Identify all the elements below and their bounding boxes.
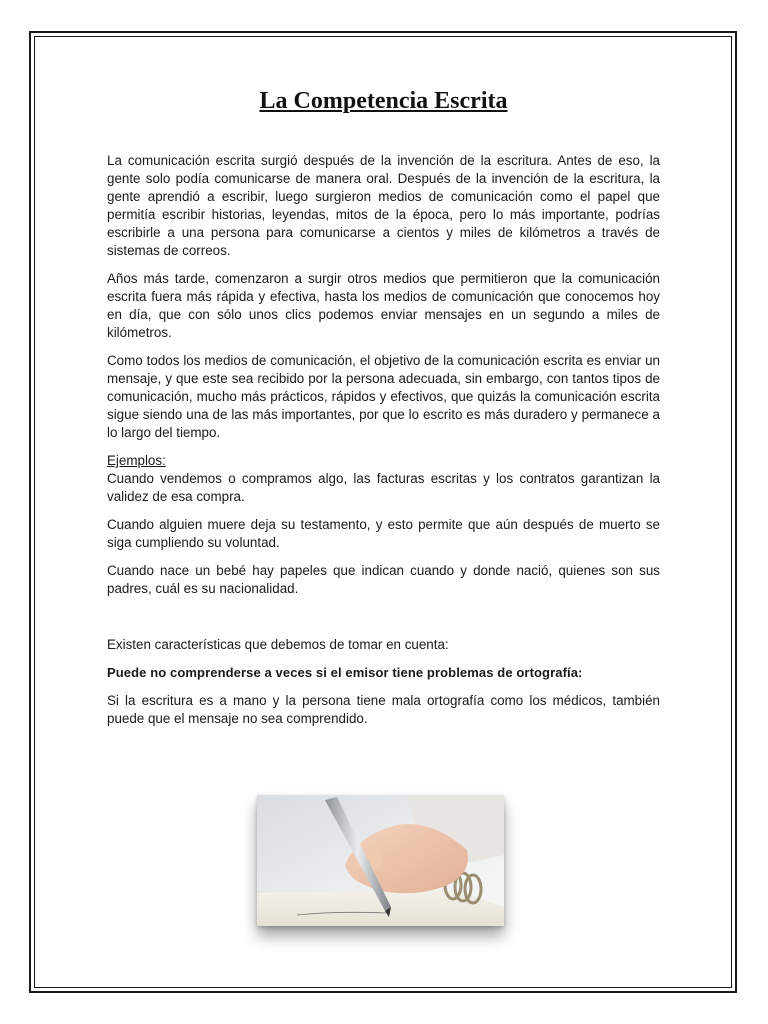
example-3: Cuando nace un bebé hay papeles que indican cuando y donde nació, quienes son sus padres, cuál es su nacionalidad. — [107, 563, 660, 596]
characteristic-heading: Puede no comprenderse a veces si el emisor tiene problemas de ortografía: — [107, 665, 583, 680]
hand-writing-icon — [257, 795, 504, 926]
examples-section — [107, 452, 660, 506]
paragraph-3: Como todos los medios de comunicación, el objetivo de la comunicación escrita es enviar un mensaje, y que este sea recibido por la persona adecuada, sin embargo, con tantos tipos de comunicación, mucho más prácticos, rápidos y efectivos, que quizás la comunicación escrita sigue siendo una de las más importantes, por que lo escrito es más duradero y permanece a lo largo del tiempo. — [107, 353, 660, 440]
hand-writing-photo — [257, 795, 504, 926]
document-body — [107, 86, 660, 738]
example-1: Cuando vendemos o compramos algo, las facturas escritas y los contratos garantizan la validez de esa compra. — [107, 471, 660, 504]
spacer — [107, 608, 660, 636]
example-2: Cuando alguien muere deja su testamento, y esto permite que aún después de muerto se siga cumpliendo su voluntad. — [107, 517, 660, 550]
document-title: La Competencia Escrita — [259, 88, 508, 114]
paragraph-2: Años más tarde, comenzaron a surgir otros medios que permitieron que la comunicación escrita fuera más rápida y efectiva, hasta los medios de comunicación que conocemos hoy en día, que con sólo unos clics podemos enviar mensajes en un segundo a miles de kilómetros. — [107, 271, 660, 340]
paragraph-1: La comunicación escrita surgió después de la invención de la escritura. Antes de eso, la gente solo podía comunicarse de manera oral. Después de la invención de la escritura, la gente aprendió a escribir, luego surgieron medios de comunicación como el papel que permitía escribir historias, leyendas, mitos de la época, pero lo más importante, podrías escribirle a una persona para comunicarse a cientos y miles de kilómetros a través de sistemas de correos. — [107, 153, 660, 258]
characteristic-text: Si la escritura es a mano y la persona tiene mala ortografía como los médicos, también puede que el mensaje no sea comprendido. — [107, 693, 660, 726]
examples-label: Ejemplos: — [107, 453, 166, 468]
characteristics-intro: Existen características que debemos de tomar en cuenta: — [107, 637, 449, 652]
